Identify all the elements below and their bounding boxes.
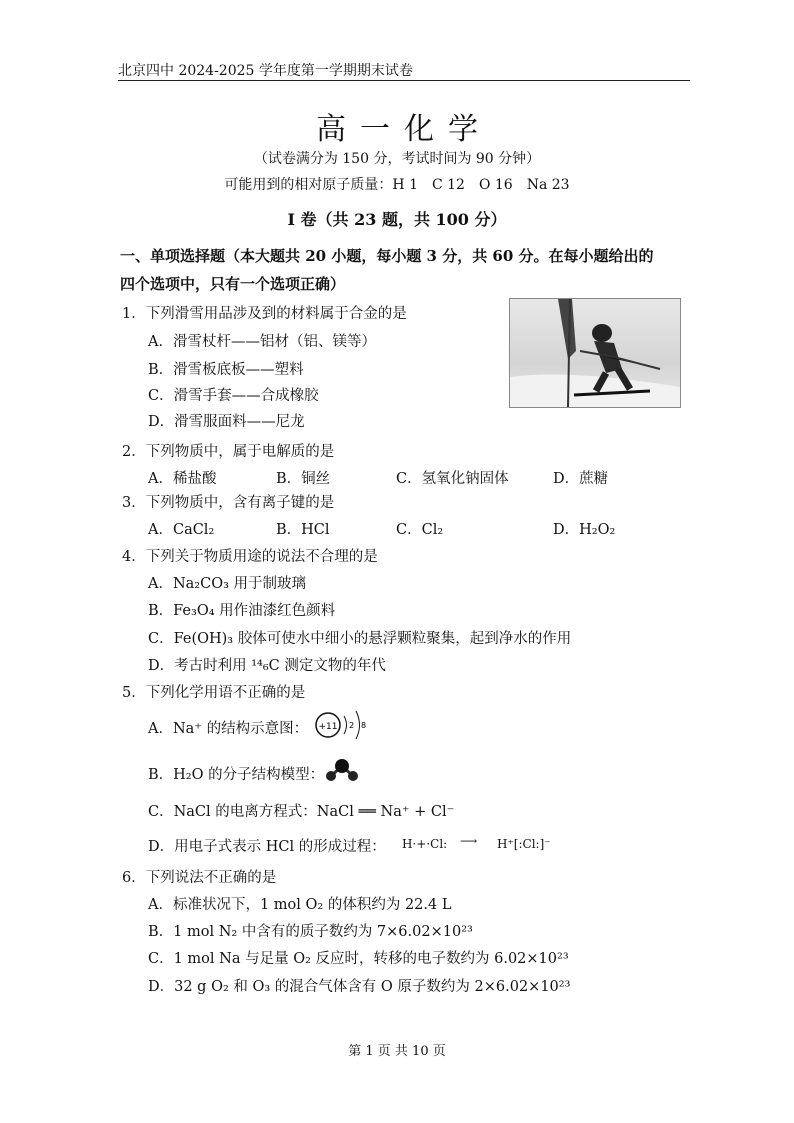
q2-option-c: C．氢氧化钠固体 xyxy=(396,471,509,487)
q4-option-c: C．Fe(OH)₃ 胶体可使水中细小的悬浮颗粒聚集，起到净水的作用 xyxy=(148,631,572,647)
water-molecule-model xyxy=(322,756,362,788)
na-shell1-count: 2 xyxy=(349,721,355,730)
q2-option-b: B．铜丝 xyxy=(276,471,331,487)
atomic-masses: 可能用到的相对原子质量：H 1 C 12 O 16 Na 23 xyxy=(224,177,570,193)
page-title: 高一化学 xyxy=(316,112,492,147)
q6-option-c: C．1 mol Na 与足量 O₂ 反应时，转移的电子数约为 6.02×10²³ xyxy=(148,951,569,967)
q5-option-d: D．用电子式表示 HCl 的形成过程： xyxy=(148,839,386,855)
q2-option-a: A．稀盐酸 xyxy=(148,471,217,487)
q6-option-b: B．1 mol N₂ 中含有的质子数约为 7×6.02×10²³ xyxy=(148,924,473,940)
exam-header: 北京四中 2024-2025 学年度第一学期期末试卷 xyxy=(118,63,413,79)
q3-option-a: A．CaCl₂ xyxy=(148,522,215,538)
reaction-arrow-icon: ⟶ xyxy=(460,834,478,848)
q1-option-a: A．滑雪杖杆——铝材（铝、镁等） xyxy=(148,334,376,350)
q5-option-b: B．H₂O 的分子结构模型： xyxy=(148,767,325,783)
page-footer: 第 1 页 共 10 页 xyxy=(348,1044,446,1059)
hcl-reactants: H·+·Cl: xyxy=(402,837,448,851)
q4-option-d: D．考古时利用 ¹⁴₆C 测定文物的年代 xyxy=(148,658,386,674)
na-nucleus-label: +11 xyxy=(318,722,338,732)
hcl-product: H⁺[:Cl:]⁻ xyxy=(497,837,551,851)
q3-stem: 3．下列物质中，含有离子键的是 xyxy=(122,495,335,511)
q4-option-b: B．Fe₃O₄ 用作油漆红色颜料 xyxy=(148,603,336,619)
q2-stem: 2．下列物质中，属于电解质的是 xyxy=(122,444,335,460)
na-shell2-count: 8 xyxy=(361,721,367,730)
section-heading-line2: 四个选项中，只有一个选项正确） xyxy=(120,275,346,293)
q2-option-d: D．蔗糖 xyxy=(553,471,609,487)
q1-option-d: D．滑雪服面料——尼龙 xyxy=(148,414,305,430)
q1-stem: 1．下列滑雪用品涉及到的材料属于合金的是 xyxy=(122,306,407,322)
q3-option-b: B．HCl xyxy=(276,522,330,538)
q3-option-d: D．H₂O₂ xyxy=(553,522,616,538)
q3-option-c: C．Cl₂ xyxy=(396,522,444,538)
skier-photo xyxy=(509,298,681,408)
q5-option-a: A．Na⁺ 的结构示意图： xyxy=(148,721,309,737)
section-heading-line1: 一、单项选择题（本大题共 20 小题，每小题 3 分，共 60 分。在每小题给出的 xyxy=(120,247,654,265)
q5-stem: 5．下列化学用语不正确的是 xyxy=(122,685,306,701)
na-ion-structure-diagram xyxy=(314,708,374,748)
q1-option-b: B．滑雪板底板——塑料 xyxy=(148,362,304,378)
header-rule xyxy=(118,80,690,81)
q6-option-d: D．32 g O₂ 和 O₃ 的混合气体含有 O 原子数约为 2×6.02×10²³ xyxy=(148,979,571,995)
q6-stem: 6．下列说法不正确的是 xyxy=(122,870,277,886)
q5-option-c: C．NaCl 的电离方程式：NaCl ══ Na⁺ + Cl⁻ xyxy=(148,804,455,820)
q6-option-a: A．标准状况下，1 mol O₂ 的体积约为 22.4 L xyxy=(148,897,452,913)
q4-option-a: A．Na₂CO₃ 用于制玻璃 xyxy=(148,576,307,592)
part-heading: I 卷（共 23 题，共 100 分） xyxy=(287,210,507,229)
q4-stem: 4．下列关于物质用途的说法不合理的是 xyxy=(122,549,378,565)
q1-option-c: C．滑雪手套——合成橡胶 xyxy=(148,388,319,404)
exam-info: （试卷满分为 150 分，考试时间为 90 分钟） xyxy=(253,151,541,167)
